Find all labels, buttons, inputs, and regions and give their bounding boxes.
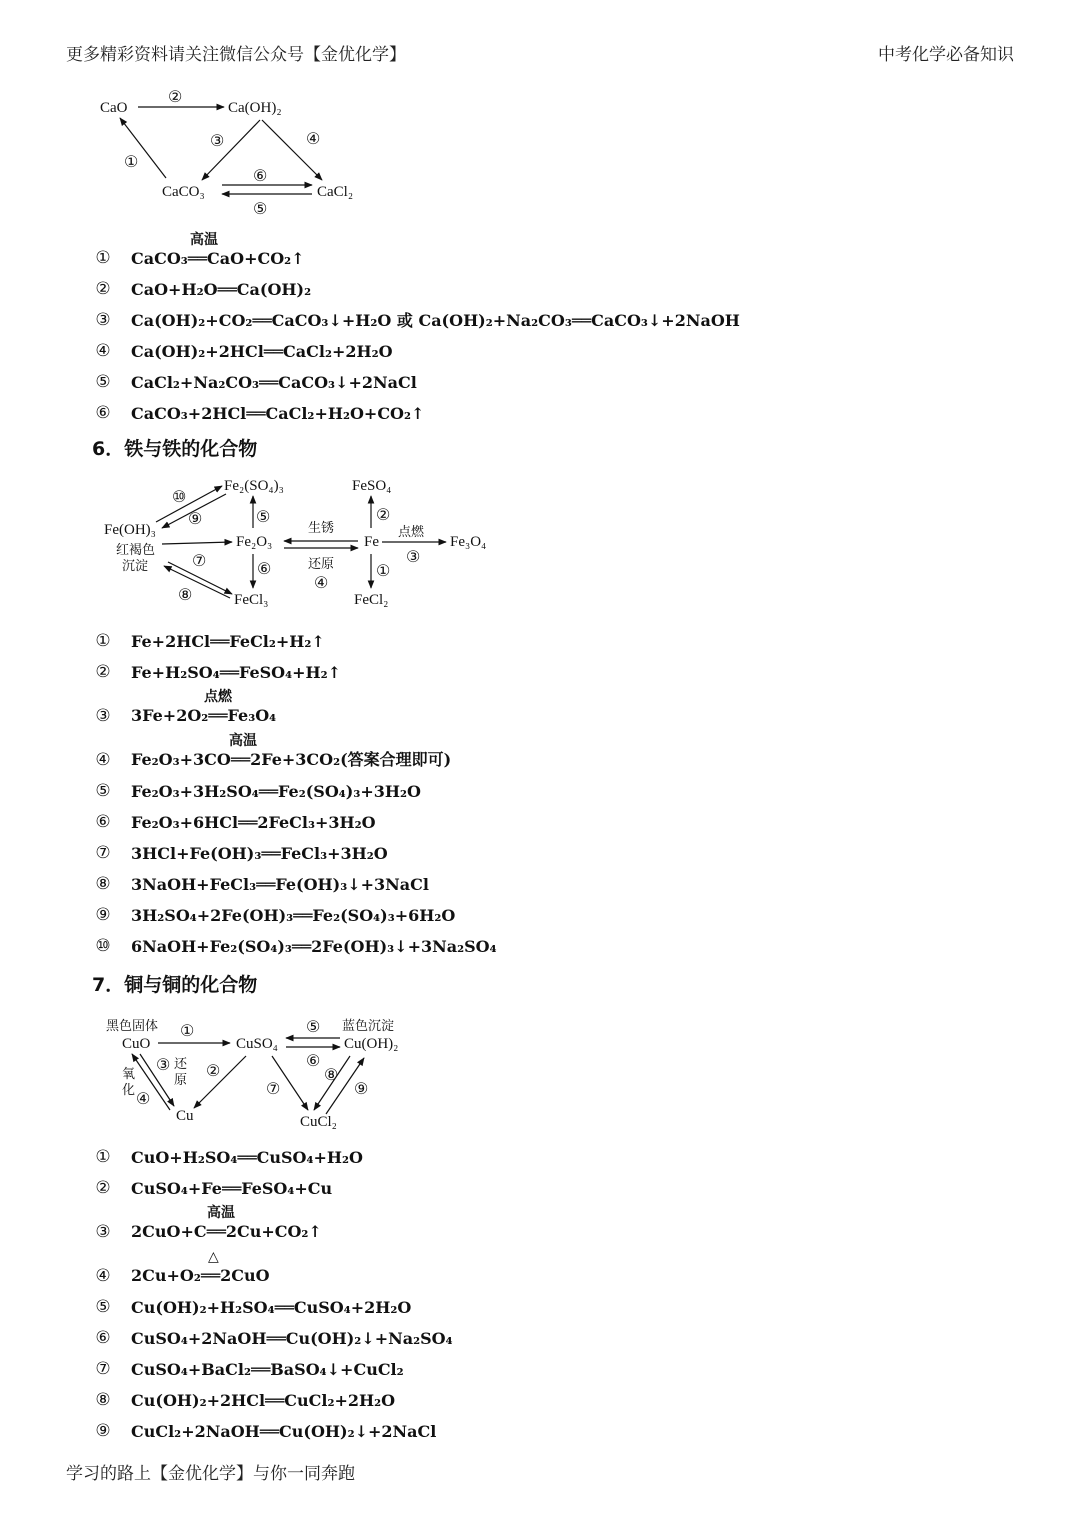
node-cao: CaO (100, 100, 128, 116)
section-title-copper: 7．铜与铜的化合物 (92, 974, 258, 996)
node-fecl2: FeCl₂ (354, 592, 389, 608)
mark-2: ② (376, 507, 391, 524)
node-feso4: FeSO₄ (352, 478, 392, 494)
label-rust: 生锈 (308, 521, 335, 536)
mark-4: ④ (314, 575, 329, 592)
node-cuoh2: Cu(OH)₂ (344, 1036, 399, 1052)
mark-4: ④ (136, 1091, 151, 1108)
mark-5: ⑤ (256, 509, 271, 526)
node-caoh2: Ca(OH)₂ (228, 100, 282, 116)
label-huan: 还 (174, 1057, 188, 1072)
node-cuso4: CuSO₄ (236, 1036, 278, 1052)
mark-9: ⑨ (354, 1081, 369, 1098)
mark-5: ⑤ (306, 1019, 321, 1036)
mark-8: ⑧ (324, 1067, 339, 1084)
arrow-4 (262, 120, 322, 180)
mark-2: ② (168, 89, 183, 106)
label-ignite: 点燃 (398, 525, 425, 540)
label-yuan: 原 (174, 1073, 188, 1088)
header-right: 中考化学必备知识 (878, 45, 1014, 65)
mark-6: ⑥ (306, 1053, 321, 1070)
node-cu: Cu (176, 1108, 194, 1124)
mark-9: ⑨ (188, 511, 203, 528)
copper-diagram (100, 1010, 430, 1135)
node-fe2o3: Fe₂O₃ (236, 534, 273, 550)
mark-6: ⑥ (253, 168, 268, 185)
mark-7: ⑦ (192, 553, 207, 570)
mark-2: ② (206, 1063, 221, 1080)
mark-6: ⑥ (257, 561, 272, 578)
label-black-solid: 黑色固体 (106, 1019, 159, 1034)
node-caco3: CaCO₃ (162, 184, 205, 200)
mark-1: ① (180, 1023, 195, 1040)
section-title-iron: 6．铁与铁的化合物 (92, 438, 258, 460)
node-fe2so43: Fe₂(SO₄)₃ (224, 478, 284, 494)
arrow-3 (202, 120, 260, 180)
node-cacl2: CaCl₂ (317, 184, 354, 200)
node-cucl2: CuCl₂ (300, 1114, 337, 1130)
mark-5: ⑤ (253, 201, 268, 218)
iron-diagram (100, 470, 500, 615)
mark-3: ③ (210, 133, 225, 150)
mark-3: ③ (406, 549, 421, 566)
mark-10: ⑩ (172, 489, 187, 506)
node-feoh3: Fe(OH)₃ (104, 522, 156, 538)
node-fe3o4: Fe₃O₄ (450, 534, 487, 550)
mark-1: ① (124, 154, 139, 171)
mark-7: ⑦ (266, 1081, 281, 1098)
mark-8: ⑧ (178, 587, 193, 604)
arrow-7 (162, 542, 232, 544)
calcium-diagram (90, 82, 390, 222)
node-fe: Fe (364, 534, 379, 550)
mark-4: ④ (306, 131, 321, 148)
footer: 学习的路上【金优化学】与你一同奔跑 (66, 1464, 355, 1484)
label-reduce: 还原 (308, 557, 335, 572)
label-yang: 氧 (122, 1067, 136, 1082)
label-precipitate: 沉淀 (122, 559, 149, 574)
mark-3: ③ (156, 1057, 171, 1074)
node-cuo: CuO (122, 1036, 151, 1052)
arrow-8 (164, 566, 230, 598)
mark-1: ① (376, 563, 391, 580)
label-red-brown: 红褐色 (116, 543, 156, 558)
label-blue-precipitate: 蓝色沉淀 (342, 1019, 395, 1034)
header-left: 更多精彩资料请关注微信公众号【金优化学】 (66, 45, 406, 65)
node-fecl3: FeCl₃ (234, 592, 269, 608)
label-hua: 化 (122, 1083, 136, 1098)
